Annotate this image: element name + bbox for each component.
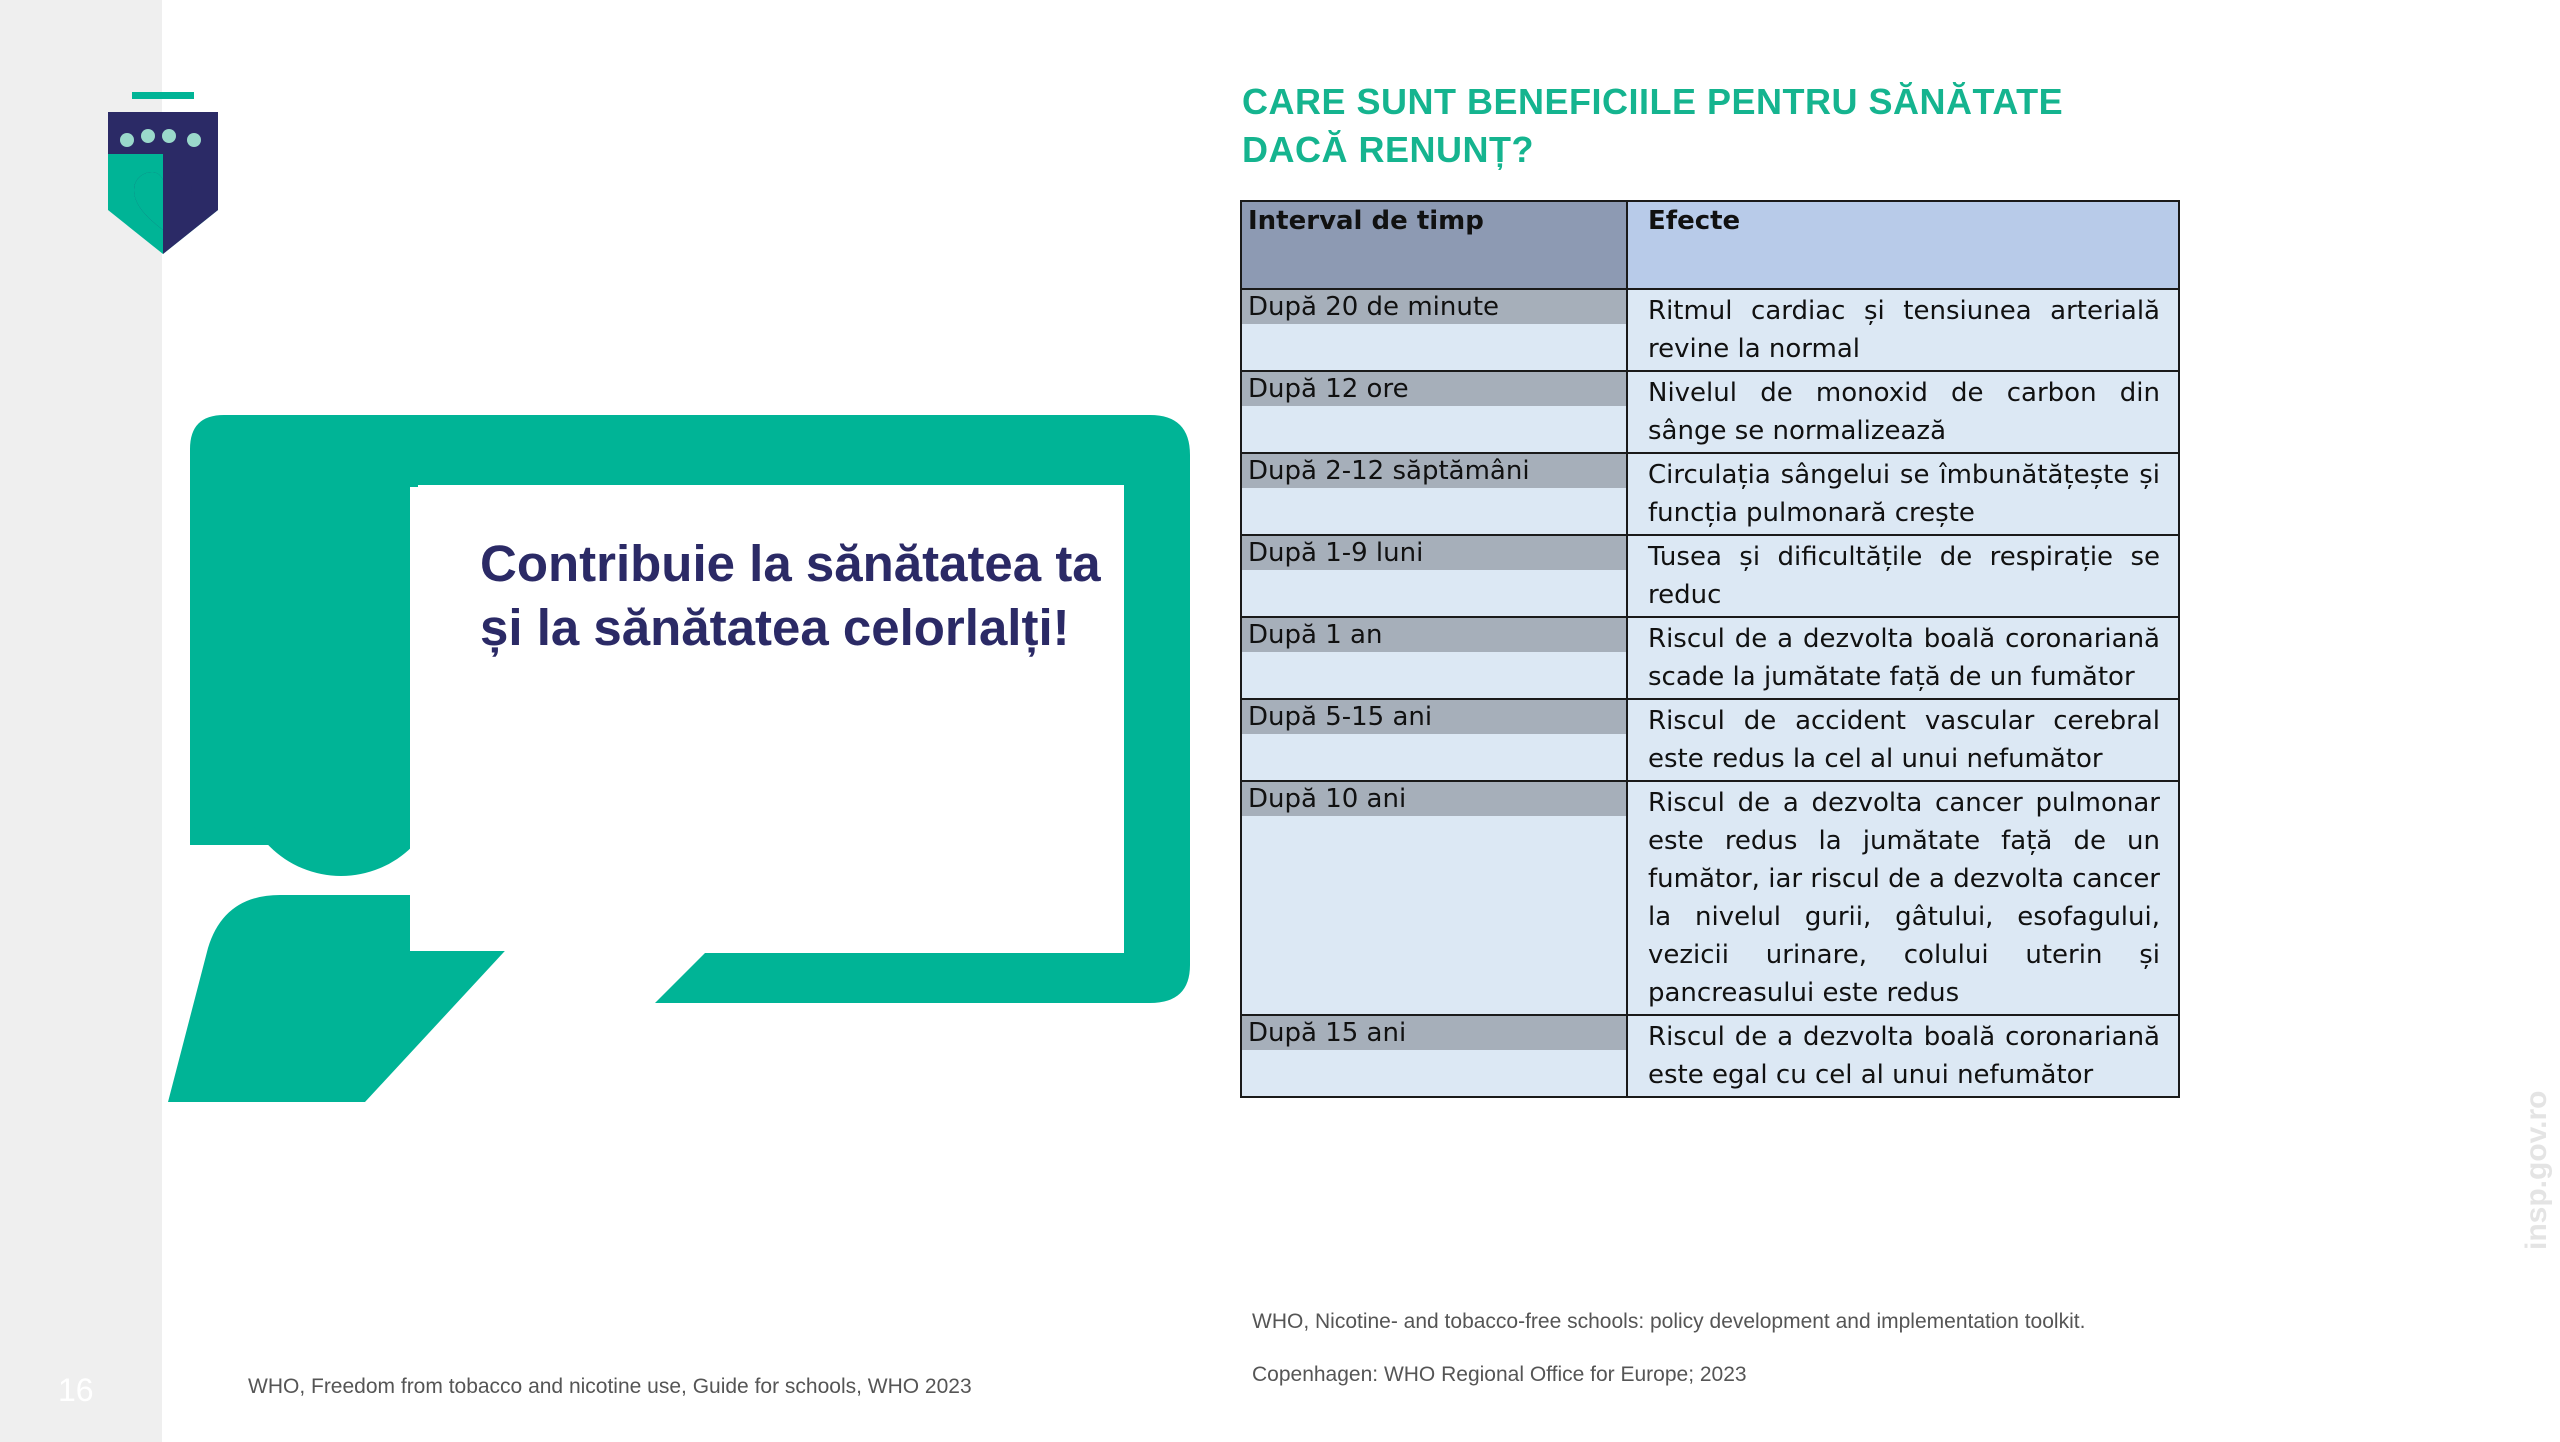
citation-right-line-2: Copenhagen: WHO Regional Office for Europe; 2023 — [1252, 1363, 1747, 1386]
teacher-board-illustration — [150, 405, 1200, 1105]
interval-cell — [1241, 781, 1627, 1015]
header-interval: Interval de timp — [1241, 201, 1627, 289]
citation-right-line-1: WHO, Nicotine- and tobacco-free schools: policy development and implementation toolkit. — [1252, 1310, 2086, 1333]
interval-label: După 1-9 luni — [1242, 536, 1626, 570]
table-row — [1241, 781, 2179, 1015]
table-row — [1241, 699, 2179, 781]
table-row — [1241, 371, 2179, 453]
effect-cell: Riscul de a dezvolta cancer pulmonar este redus la jumătate față de un fumător, iar riscul de a dezvolta cancer la nivelul gurii, gâtului, esofagului, vezicii urinare, colului uterin și pancreasului este redus — [1627, 781, 2179, 1015]
interval-cell — [1241, 617, 1627, 699]
effect-cell: Tusea și dificultățile de respirație se reduc — [1627, 535, 2179, 617]
interval-label: După 2-12 săptămâni — [1242, 454, 1626, 488]
table-row — [1241, 1015, 2179, 1097]
interval-cell — [1241, 453, 1627, 535]
header-effects: Efecte — [1627, 201, 2179, 289]
table-header-row — [1241, 201, 2179, 289]
slogan-line-1: Contribuie la sănătatea ta — [480, 535, 1101, 592]
benefits-document-image — [1240, 78, 2200, 1090]
citation-left: WHO, Freedom from tobacco and nicotine use, Guide for schools, WHO 2023 — [248, 1375, 972, 1398]
slogan-line-2: și la sănătatea celorlalți! — [480, 599, 1070, 656]
interval-cell — [1241, 699, 1627, 781]
table-row — [1241, 617, 2179, 699]
effect-cell: Riscul de a dezvolta boală coronariană scade la jumătate față de un fumător — [1627, 617, 2179, 699]
interval-cell — [1241, 371, 1627, 453]
interval-label: După 15 ani — [1242, 1016, 1626, 1050]
interval-cell — [1241, 535, 1627, 617]
table-row — [1241, 535, 2179, 617]
interval-label: După 5-15 ani — [1242, 700, 1626, 734]
document-title — [1242, 78, 2200, 174]
slogan — [480, 532, 1160, 660]
vertical-watermark: insp.gov.ro — [2520, 1090, 2553, 1250]
page-number: 16 — [58, 1372, 94, 1408]
interval-cell — [1241, 1015, 1627, 1097]
effect-cell: Nivelul de monoxid de carbon din sânge se normalizează — [1627, 371, 2179, 453]
effect-cell: Riscul de a dezvolta boală coronariană este egal cu cel al unui nefumător — [1627, 1015, 2179, 1097]
interval-cell — [1241, 289, 1627, 371]
interval-label: După 10 ani — [1242, 782, 1626, 816]
interval-label: După 12 ore — [1242, 372, 1626, 406]
insp-logo — [102, 90, 224, 256]
interval-label: După 20 de minute — [1242, 290, 1626, 324]
effect-cell: Circulația sângelui se îmbunătățește și funcția pulmonară crește — [1627, 453, 2179, 535]
effect-cell: Ritmul cardiac și tensiunea arterială revine la normal — [1627, 289, 2179, 371]
benefits-table — [1240, 200, 2180, 1098]
effect-cell: Riscul de accident vascular cerebral este redus la cel al unui nefumător — [1627, 699, 2179, 781]
document-title-line-2: DACĂ RENUNȚ? — [1242, 129, 1534, 170]
table-row — [1241, 453, 2179, 535]
document-title-line-1: CARE SUNT BENEFICIILE PENTRU SĂNĂTATE — [1242, 81, 2064, 122]
table-row — [1241, 289, 2179, 371]
interval-label: După 1 an — [1242, 618, 1626, 652]
